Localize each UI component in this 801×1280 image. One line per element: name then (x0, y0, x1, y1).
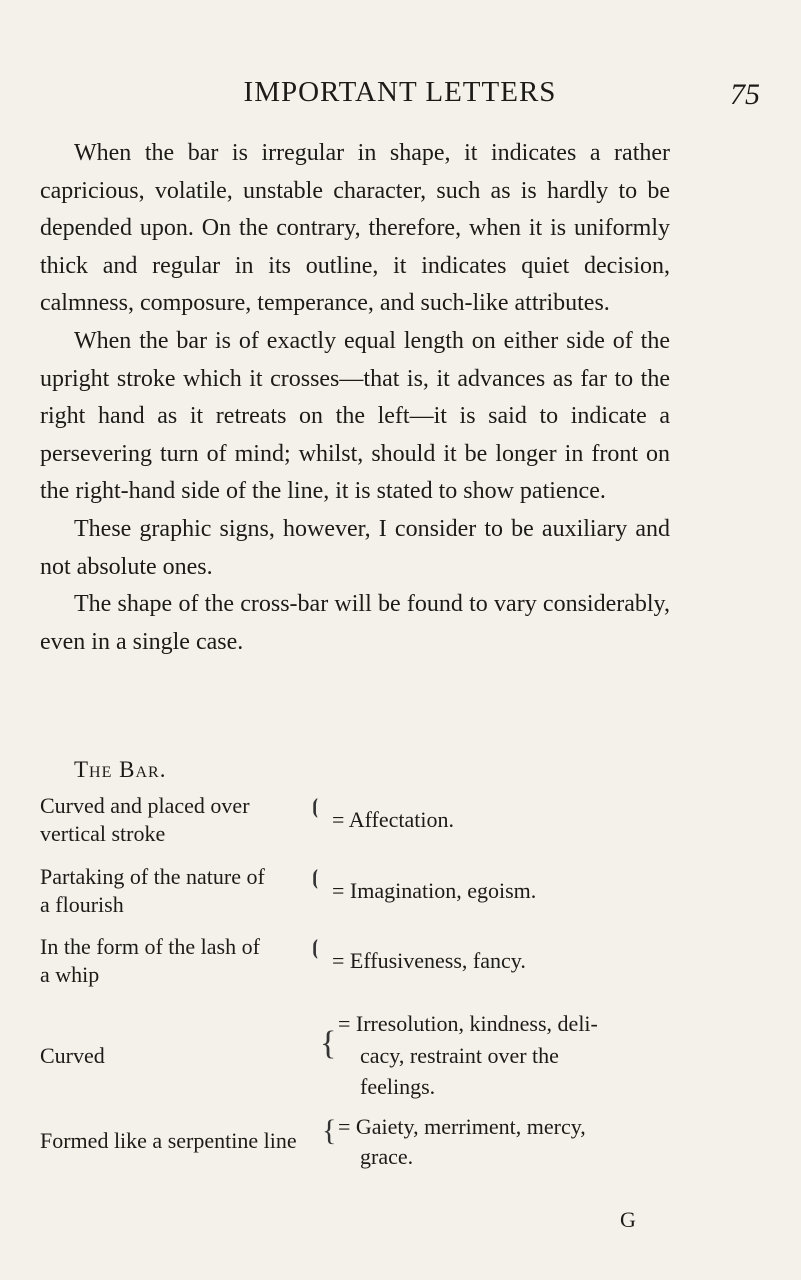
entry-meaning: feelings. (360, 1074, 436, 1099)
body-text (40, 135, 670, 661)
brace-icon: ⦗ (312, 867, 319, 889)
brace-icon: ⦗ (312, 937, 319, 959)
paragraph: These graphic signs, however, I consider to be auxiliary and not absolute ones. (40, 515, 670, 580)
entry-meaning: = Affectation. (332, 807, 454, 832)
brace-icon: ⦗ (312, 796, 319, 818)
entry-label: a flourish (40, 892, 124, 917)
entry-label: vertical stroke (40, 821, 166, 846)
paragraph: When the bar is irregular in shape, it indicates a rather capricious, volatile, unstable character, such as is hardly to be depended upon. On the contrary, therefore, when it is uniformly thick and regular in its outline, it indicates quiet decision, calmness, composure, temperance, and such-like attributes. (40, 140, 670, 317)
entry-meaning: = Irresolution, kindness, deli- (338, 1011, 598, 1036)
signature-mark: G (620, 1207, 636, 1232)
entry-label: Partaking of the nature of (40, 864, 265, 889)
entry-label: a whip (40, 962, 100, 987)
page-number: 75 (730, 78, 760, 111)
bar-table-heading: The Bar. (74, 757, 167, 782)
entry-label: Curved and placed over (40, 793, 250, 818)
entry-label: Formed like a serpentine line (40, 1128, 297, 1153)
entry-label: Curved (40, 1043, 105, 1068)
paragraph: When the bar is of exactly equal length on either side of the upright stroke which it crosses—that is, it advances as far to the right hand as it retreats on the left—it is said to indicate a persevering turn of mind; whilst, should it be longer in front on the right-hand side of the line, it is stated to show patience. (40, 327, 670, 505)
running-title: IMPORTANT LETTERS (243, 76, 557, 108)
brace-icon: { (322, 1114, 337, 1147)
page-header (40, 76, 760, 122)
entry-label: In the form of the lash of (40, 934, 260, 959)
entry-meaning: = Imagination, egoism. (332, 878, 537, 903)
entry-meaning: cacy, restraint over the (360, 1043, 559, 1068)
brace-icon: { (320, 1025, 337, 1062)
entry-meaning: grace. (360, 1144, 414, 1169)
paragraph: The shape of the cross-bar will be found to vary considerably, even in a single case. (40, 591, 670, 655)
entry-meaning: = Effusiveness, fancy. (332, 948, 526, 973)
entry-meaning: = Gaiety, merriment, mercy, (338, 1114, 586, 1139)
